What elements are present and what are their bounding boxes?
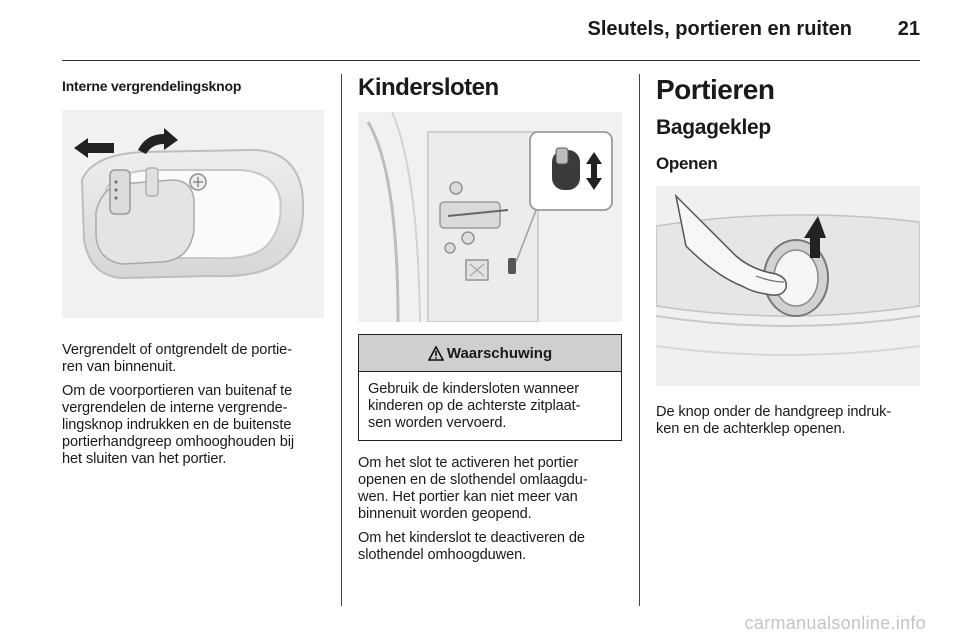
tailgate-illustration bbox=[656, 186, 920, 386]
child-lock-illustration bbox=[358, 112, 622, 322]
paragraph: Om het kinderslot te deactiveren de slothendel omhoogduwen. bbox=[358, 530, 585, 563]
paragraph: Vergrendelt of ontgrendelt de portie- ren van binnenuit. bbox=[62, 342, 292, 375]
section-heading-interior-lock: Interne vergrendelingsknop bbox=[62, 78, 242, 94]
section-heading-doors: Portieren bbox=[656, 74, 775, 105]
page-number: 21 bbox=[897, 18, 920, 40]
column-child-locks bbox=[358, 74, 622, 571]
warning-header bbox=[359, 335, 621, 372]
section-heading-child-locks: Kindersloten bbox=[358, 74, 499, 101]
warning-box bbox=[358, 334, 622, 441]
paragraph: Om de voorportieren van buitenaf te vergrendelen de interne vergrende- lingsknop indrukken en de buitenste portierhandgreep omhooghouden bij het sluiten van het portier. bbox=[62, 383, 295, 467]
paragraph: De knop onder de handgreep indruk- ken en de achterklep openen. bbox=[656, 404, 892, 437]
column-divider bbox=[639, 74, 640, 606]
warning-text: Gebruik de kindersloten wanneer kinderen op de achterste zitplaat- sen worden vervoerd. bbox=[368, 381, 581, 431]
running-header-title: Sleutels, portieren en ruiten bbox=[587, 18, 852, 40]
column-divider bbox=[341, 74, 342, 606]
header-rule bbox=[62, 60, 920, 61]
door-handle-illustration bbox=[62, 110, 324, 318]
warning-title: Waarschuwing bbox=[446, 344, 553, 362]
subheading-tailgate: Bagageklep bbox=[656, 116, 771, 139]
paragraph: Om het slot te activeren het portier openen en de slothendel omlaagdu- wen. Het portier kan niet meer van binnenuit worden geopend. bbox=[358, 455, 588, 522]
column-interior-lock bbox=[62, 74, 324, 475]
watermark: carmanualsonline.info bbox=[744, 613, 926, 633]
warning-triangle-icon bbox=[428, 346, 444, 361]
subheading-opening: Openen bbox=[656, 154, 718, 173]
column-doors bbox=[656, 74, 920, 445]
